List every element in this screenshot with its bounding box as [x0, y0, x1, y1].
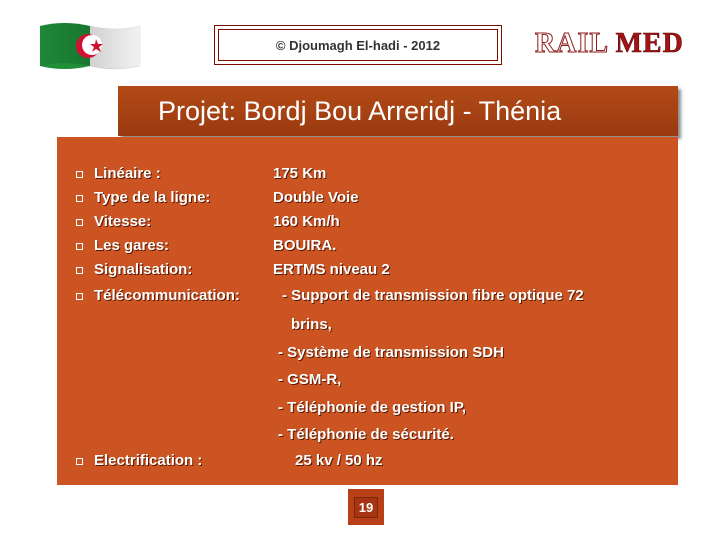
list-item — [57, 235, 678, 261]
item-label: Télécommunication: — [94, 287, 240, 304]
list-item — [57, 163, 678, 189]
item-label: Vitesse: — [94, 213, 152, 230]
logo-rail-text: RAIL — [535, 28, 608, 59]
square-bullet-icon — [76, 171, 83, 178]
square-bullet-icon — [76, 293, 83, 300]
list-item — [57, 450, 678, 476]
item-value: - Support de transmission fibre optique 72 — [282, 287, 584, 304]
item-label: Signalisation: — [94, 261, 193, 278]
telecom-continuation-line: - Système de transmission SDH — [278, 344, 504, 361]
telecom-continuation-line: - Téléphonie de gestion IP, — [278, 399, 467, 416]
square-bullet-icon — [76, 267, 83, 274]
page-number-badge — [348, 489, 384, 525]
list-item — [57, 187, 678, 213]
page-number: 19 — [354, 497, 378, 518]
slide-title: Projet: Bordj Bou Arreridj - Thénia — [118, 86, 678, 136]
square-bullet-icon — [76, 243, 83, 250]
item-value: 160 Km/h — [273, 213, 340, 230]
square-bullet-icon — [76, 195, 83, 202]
telecom-continuation-line: - Téléphonie de sécurité. — [278, 426, 454, 443]
item-label: Linéaire : — [94, 165, 161, 182]
item-label: Les gares: — [94, 237, 170, 254]
content-panel — [57, 137, 678, 485]
item-label: Electrification : — [94, 452, 203, 469]
telecom-continuation-line: brins, — [291, 316, 332, 333]
item-label: Type de la ligne: — [94, 189, 211, 206]
item-value: BOUIRA. — [273, 237, 337, 254]
item-value: 25 kv / 50 hz — [295, 452, 383, 469]
list-item — [57, 285, 678, 311]
square-bullet-icon — [76, 219, 83, 226]
list-item — [57, 211, 678, 237]
item-value: 175 Km — [273, 165, 327, 182]
logo-med-text: MED — [615, 28, 684, 59]
item-value: ERTMS niveau 2 — [273, 261, 390, 278]
algeria-flag-icon — [36, 18, 144, 72]
item-value: Double Voie — [273, 189, 359, 206]
railmed-logo — [535, 28, 684, 68]
square-bullet-icon — [76, 458, 83, 465]
copyright-label: © Djoumagh El-hadi - 2012 — [218, 29, 498, 61]
telecom-continuation-line: - GSM-R, — [278, 371, 342, 388]
list-item — [57, 259, 678, 285]
